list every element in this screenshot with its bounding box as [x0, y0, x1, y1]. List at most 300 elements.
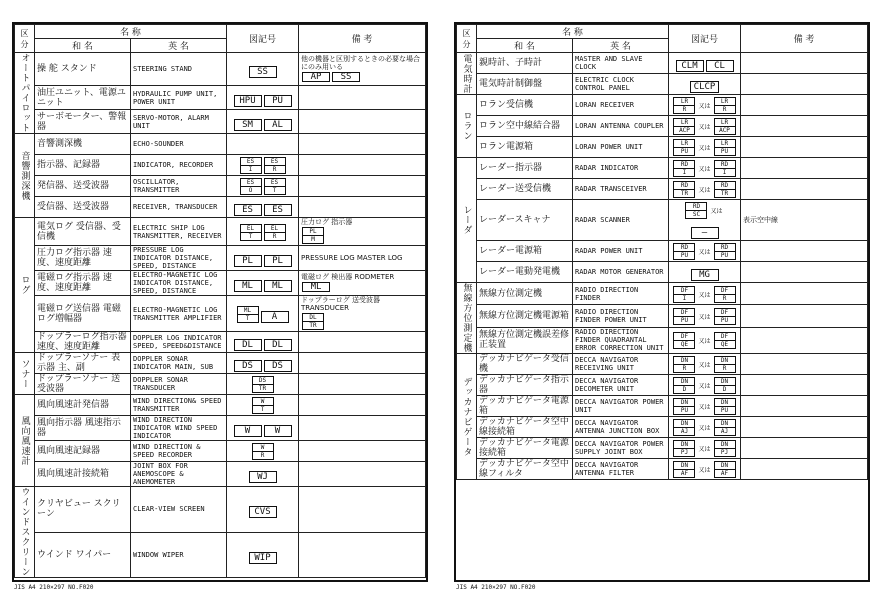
symbol-mark: [673, 308, 695, 325]
symbol-top-text: DN: [715, 462, 735, 470]
table-row: [457, 375, 868, 396]
symbol-bottom-text: PJ: [720, 449, 729, 456]
table-row: [15, 271, 426, 296]
symbol-top-text: DN: [715, 420, 735, 428]
symbol-cell: [227, 218, 299, 246]
right-symbol-table: [456, 24, 868, 480]
note-symbol-mark: SS: [332, 72, 360, 82]
symbol-top-text: DF: [674, 309, 694, 317]
japanese-name-cell: レーダー送受信機: [477, 179, 573, 200]
symbol-mark: [714, 243, 736, 260]
symbol-mark: ML: [234, 280, 262, 292]
symbol-mark: ES: [234, 204, 262, 216]
symbol-cell: [227, 246, 299, 271]
symbol-bottom-text: TR: [309, 322, 317, 329]
symbol-top-text: DF: [715, 309, 735, 317]
note-cell: [741, 116, 868, 137]
symbol-mark: [673, 332, 695, 349]
note-cell: [741, 417, 868, 438]
symbol-top-text: RD: [674, 161, 694, 169]
right-sheet: [454, 22, 870, 582]
symbol-bottom-text: M: [311, 236, 315, 243]
symbol-top-text: DF: [674, 333, 694, 341]
note-cell: [299, 416, 426, 441]
table-row: [457, 354, 868, 375]
japanese-name-cell: デッカナビゲータ電源接続箱: [477, 438, 573, 459]
table-row: [15, 176, 426, 197]
symbol-top-text: DN: [674, 378, 694, 386]
note-cell: [741, 396, 868, 417]
note-cell: [299, 218, 426, 246]
note-cell: [299, 155, 426, 176]
note-cell: [299, 197, 426, 218]
note-cell: [299, 441, 426, 462]
or-label: 又は: [698, 313, 711, 321]
symbol-bottom-text: QE: [720, 341, 729, 349]
header-name: 名 称: [477, 25, 669, 39]
symbol-bottom-text: T: [260, 406, 265, 413]
symbol-mark: HPU: [234, 95, 262, 107]
or-label: 又は: [698, 166, 711, 173]
symbol-top-text: ES: [265, 158, 285, 166]
category-cell: 風向風速計: [15, 395, 35, 487]
symbol-top-text: DN: [715, 357, 735, 365]
symbol-mark: [714, 308, 736, 325]
category-cell: 電気時計: [457, 53, 477, 95]
symbol-cell: [227, 53, 299, 86]
symbol-mark: [714, 377, 736, 394]
symbol-mark: CLM: [676, 60, 704, 72]
table-row: [457, 241, 868, 262]
symbol-mark: [714, 97, 736, 114]
japanese-name-cell: 電磁ログ指示器 速度、速度距離: [35, 271, 131, 296]
symbol-top-text: DL: [303, 314, 323, 322]
english-name-cell: DOPPLER SONAR TRANSDUCER: [131, 374, 227, 395]
table-row: [15, 86, 426, 110]
english-name-cell: RADAR MOTOR GENERATOR: [573, 262, 669, 283]
english-name-cell: DOPPLER LOG INDICATOR SPEED, SPEED&DISTANCE: [131, 332, 227, 353]
japanese-name-cell: 発信器、送受波器: [35, 176, 131, 197]
english-name-cell: RADIO DIRECTION FINDER: [573, 283, 669, 305]
symbol-mark: [714, 160, 736, 177]
or-label: 又は: [698, 124, 711, 131]
symbol-mark: [673, 160, 695, 177]
english-name-cell: RADAR INDICATOR: [573, 158, 669, 179]
symbol-bottom-text: R: [260, 452, 265, 459]
symbol-mark: ES: [264, 204, 292, 216]
japanese-name-cell: レーダー電源箱: [477, 241, 573, 262]
symbol-mark: [714, 181, 736, 198]
or-label: 又は: [710, 208, 723, 215]
symbol-top-text: DN: [674, 441, 694, 449]
note-cell: [299, 110, 426, 134]
symbol-cell: [669, 74, 741, 95]
table-row: [457, 74, 868, 95]
symbol-cell: [669, 137, 741, 158]
table-row: [457, 305, 868, 327]
header-japanese: 和 名: [477, 39, 573, 53]
symbol-cell: [227, 332, 299, 353]
note-cell: [741, 137, 868, 158]
english-name-cell: HYDRAULIC PUMP UNIT, POWER UNIT: [131, 86, 227, 110]
note-cell: [741, 53, 868, 74]
japanese-name-cell: ロラン空中線結合器: [477, 116, 573, 137]
note-symbol-mark: [302, 313, 324, 330]
note-cell: [299, 332, 426, 353]
symbol-cell: [669, 241, 741, 262]
left-table-body: [15, 53, 426, 578]
symbol-mark: WJ: [249, 471, 277, 483]
symbol-top-text: DF: [715, 333, 735, 341]
symbol-cell: [669, 375, 741, 396]
symbol-mark: [714, 139, 736, 156]
symbol-mark: [264, 178, 286, 195]
japanese-name-cell: 油圧ユニット、電源ユニット: [35, 86, 131, 110]
symbol-bottom-text: T: [272, 187, 277, 194]
symbol-bottom-text: PU: [680, 407, 689, 414]
note-cell: [299, 532, 426, 578]
symbol-mark: WIP: [249, 552, 277, 564]
note-cell: [299, 374, 426, 395]
symbol-mark: PL: [264, 255, 292, 267]
symbol-bottom-text: T: [245, 314, 250, 322]
english-name-cell: ELECTRO-MAGNETIC LOG INDICATOR DISTANCE, SPEED, DISTANCE: [131, 271, 227, 296]
header-note: 備 考: [299, 25, 426, 53]
symbol-top-text: LR: [715, 119, 735, 127]
symbol-mark: [714, 461, 736, 478]
table-row: [457, 179, 868, 200]
symbol-cell: [669, 158, 741, 179]
table-row: [457, 53, 868, 74]
japanese-name-cell: 受信器、送受波器: [35, 197, 131, 218]
symbol-cell: [227, 86, 299, 110]
symbol-mark: [673, 286, 695, 303]
symbol-mark: [264, 157, 286, 174]
japanese-name-cell: 圧力ログ指示器 速度、速度距離: [35, 246, 131, 271]
symbol-cell: [227, 374, 299, 395]
symbol-mark: [264, 224, 286, 241]
symbol-mark: [252, 443, 274, 460]
table-row: [15, 155, 426, 176]
symbol-top-text: LR: [715, 98, 735, 106]
symbol-top-text: RD: [715, 244, 735, 252]
symbol-cell: [669, 95, 741, 116]
symbol-bottom-text: ACP: [719, 127, 730, 134]
note-cell: [741, 459, 868, 480]
note-cell: [741, 305, 868, 327]
symbol-cell: [227, 441, 299, 462]
header-note: 備 考: [741, 25, 868, 53]
symbol-top-text: RD: [686, 203, 706, 211]
category-cell: 無線方位測定機: [457, 283, 477, 354]
symbol-mark: DS: [264, 360, 292, 372]
symbol-mark: [673, 181, 695, 198]
table-row: [457, 200, 868, 241]
symbol-bottom-text: AJ: [720, 428, 729, 435]
category-cell: ロラン: [457, 95, 477, 158]
symbol-top-text: LR: [674, 98, 694, 106]
category-cell: オートパイロット: [15, 53, 35, 134]
symbol-cell: [669, 438, 741, 459]
symbol-cell: [227, 395, 299, 416]
table-row: [15, 487, 426, 533]
symbol-mark: [673, 356, 695, 373]
symbol-top-text: LR: [715, 140, 735, 148]
english-name-cell: DECCA NAVIGATOR ANTENNA JUNCTION BOX: [573, 417, 669, 438]
or-label: 又は: [698, 249, 711, 256]
symbol-top-text: DF: [715, 287, 735, 295]
symbol-bottom-text: PJ: [680, 449, 689, 456]
symbol-mark: [673, 419, 695, 436]
symbol-mark: [685, 202, 707, 219]
japanese-name-cell: デッカナビゲータ指示器: [477, 375, 573, 396]
symbol-bottom-text: PU: [720, 407, 729, 414]
english-name-cell: DECCA NAVIGATOR DECOMETER UNIT: [573, 375, 669, 396]
note-symbol-mark: AP: [302, 72, 330, 82]
symbol-cell: [669, 116, 741, 137]
symbol-mark: [714, 398, 736, 415]
note-cell: [299, 53, 426, 86]
table-row: [15, 53, 426, 86]
note-cell: [741, 354, 868, 375]
symbol-top-text: DN: [715, 378, 735, 386]
table-row: [457, 327, 868, 354]
symbol-bottom-text: SC: [692, 211, 701, 218]
english-name-cell: PRESSURE LOG INDICATOR DISTANCE, SPEED, DISTANCE: [131, 246, 227, 271]
table-row: [15, 197, 426, 218]
header-name: 名 称: [35, 25, 227, 39]
or-label: 又は: [698, 467, 711, 474]
note-cell: [741, 74, 868, 95]
note-symbol-mark: ML: [302, 282, 330, 292]
symbol-mark: [714, 286, 736, 303]
note-cell: [741, 95, 868, 116]
english-name-cell: ELECTRIC SHIP LOG TRANSMITTER, RECEIVER: [131, 218, 227, 246]
note-cell: [299, 134, 426, 155]
symbol-mark: [673, 398, 695, 415]
note-cell: [299, 487, 426, 533]
symbol-mark: —: [691, 227, 719, 239]
symbol-bottom-text: I: [248, 166, 253, 173]
or-label: 又は: [698, 383, 711, 390]
japanese-name-cell: デッカナビゲータ受信機: [477, 354, 573, 375]
symbol-mark: [714, 440, 736, 457]
note-symbol-mark: [302, 227, 324, 244]
english-name-cell: ELECTRO-MAGNETIC LOG TRANSMITTER AMPLIFIER: [131, 296, 227, 332]
note-cell: [299, 246, 426, 271]
table-row: [15, 296, 426, 332]
symbol-bottom-text: PU: [680, 316, 689, 324]
symbol-cell: [227, 271, 299, 296]
japanese-name-cell: ロラン受信機: [477, 95, 573, 116]
english-name-cell: RECEIVER, TRANSDUCER: [131, 197, 227, 218]
japanese-name-cell: レーダースキャナ: [477, 200, 573, 241]
symbol-mark: A: [261, 311, 289, 323]
table-row: [457, 283, 868, 305]
symbol-bottom-text: I: [722, 169, 727, 176]
symbol-bottom-text: R: [272, 232, 277, 240]
symbol-top-text: RD: [715, 182, 735, 190]
table-row: [15, 441, 426, 462]
symbol-bottom-text: TR: [680, 190, 689, 197]
symbol-cell: [669, 354, 741, 375]
english-name-cell: DECCA NAVIGATOR POWER UNIT: [573, 396, 669, 417]
header-category: 区分: [15, 25, 35, 53]
japanese-name-cell: 風向風速計接続箱: [35, 462, 131, 487]
symbol-mark: CL: [706, 60, 734, 72]
english-name-cell: RADIO DIRECTION FINDER QUADRANTAL ERROR CORRECTION UNIT: [573, 327, 669, 354]
symbol-mark: W: [234, 425, 262, 437]
or-label: 又は: [698, 291, 711, 299]
english-name-cell: DOPPLER SONAR INDICATOR MAIN, SUB: [131, 353, 227, 374]
japanese-name-cell: デッカナビゲータ電源箱: [477, 396, 573, 417]
symbol-cell: [669, 417, 741, 438]
english-name-cell: WINDOW WIPER: [131, 532, 227, 578]
note-text: 表示空中線: [743, 216, 778, 224]
japanese-name-cell: 風向風速計発信器: [35, 395, 131, 416]
note-cell: [299, 176, 426, 197]
note-cell: [741, 200, 868, 241]
table-row: [457, 438, 868, 459]
symbol-top-text: ES: [265, 179, 285, 187]
category-cell: レーダ: [457, 158, 477, 283]
symbol-cell: [227, 462, 299, 487]
symbol-cell: [669, 283, 741, 305]
note-cell: [741, 158, 868, 179]
english-name-cell: INDICATOR, RECORDER: [131, 155, 227, 176]
symbol-mark: [714, 419, 736, 436]
category-cell: 音響測深機: [15, 134, 35, 218]
table-row: [15, 532, 426, 578]
symbol-mark: [673, 139, 695, 156]
symbol-bottom-text: PU: [680, 148, 689, 155]
symbol-bottom-text: PU: [720, 316, 729, 324]
category-cell: ソナー: [15, 353, 35, 395]
note-text: 圧力ログ 指示器: [301, 218, 353, 226]
english-name-cell: MASTER AND SLAVE CLOCK: [573, 53, 669, 74]
japanese-name-cell: デッカナビゲータ空中線フィルタ: [477, 459, 573, 480]
or-label: 又は: [698, 338, 711, 346]
table-row: [457, 158, 868, 179]
or-label: 又は: [698, 103, 711, 110]
symbol-top-text: DS: [253, 377, 273, 385]
japanese-name-cell: 指示器、記録器: [35, 155, 131, 176]
symbol-top-text: DF: [674, 287, 694, 295]
english-name-cell: DECCA NAVIGATOR RECEIVING UNIT: [573, 354, 669, 375]
japanese-name-cell: ドップラーソナー 表示器 主、副: [35, 353, 131, 374]
symbol-mark: MG: [691, 269, 719, 281]
symbol-cell: [669, 305, 741, 327]
symbol-top-text: ES: [241, 179, 261, 187]
symbol-cell: [669, 327, 741, 354]
symbol-mark: DL: [264, 339, 292, 351]
symbol-bottom-text: PU: [680, 252, 689, 259]
english-name-cell: CLEAR-VIEW SCREEN: [131, 487, 227, 533]
symbol-mark: PL: [234, 255, 262, 267]
symbol-cell: [227, 353, 299, 374]
english-name-cell: ELECTRIC CLOCK CONTROL PANEL: [573, 74, 669, 95]
symbol-mark: [240, 178, 262, 195]
symbol-bottom-text: R: [722, 106, 727, 113]
japanese-name-cell: 無線方位測定機誤差修正装置: [477, 327, 573, 354]
symbol-bottom-text: D: [722, 386, 727, 393]
header-symbol: 図記号: [669, 25, 741, 53]
table-row: [15, 395, 426, 416]
symbol-top-text: LR: [674, 119, 694, 127]
left-footer: JIS A4 210×297 NO.F020: [14, 584, 94, 591]
symbol-cell: [227, 487, 299, 533]
japanese-name-cell: 親時計、子時計: [477, 53, 573, 74]
symbol-top-text: DN: [674, 420, 694, 428]
symbol-bottom-text: QE: [680, 341, 689, 349]
table-row: [15, 462, 426, 487]
symbol-top-text: ML: [238, 307, 258, 315]
english-name-cell: LORAN POWER UNIT: [573, 137, 669, 158]
table-row: [15, 218, 426, 246]
symbol-cell: [227, 110, 299, 134]
table-row: [457, 137, 868, 158]
symbol-bottom-text: R: [682, 106, 687, 113]
note-cell: [741, 375, 868, 396]
symbol-mark: CLCP: [690, 81, 720, 93]
note-cell: [299, 353, 426, 374]
note-cell: [741, 179, 868, 200]
symbol-cell: [227, 134, 299, 155]
note-text: PRESSURE LOG MASTER LOG: [301, 254, 403, 262]
note-cell: [299, 271, 426, 296]
category-cell: ログ: [15, 218, 35, 353]
symbol-top-text: RD: [715, 161, 735, 169]
note-cell: [741, 438, 868, 459]
table-row: [15, 416, 426, 441]
english-name-cell: RADAR POWER UNIT: [573, 241, 669, 262]
symbol-mark: [240, 157, 262, 174]
symbol-bottom-text: I: [682, 294, 687, 302]
symbol-bottom-text: T: [248, 232, 253, 240]
or-label: 又は: [698, 145, 711, 152]
english-name-cell: JOINT BOX FOR ANEMOSCOPE & ANEMOMETER: [131, 462, 227, 487]
note-cell: [299, 462, 426, 487]
symbol-mark: [714, 118, 736, 135]
symbol-cell: [669, 262, 741, 283]
english-name-cell: RADAR SCANNER: [573, 200, 669, 241]
table-row: [15, 332, 426, 353]
left-symbol-table: [14, 24, 426, 578]
or-label: 又は: [698, 362, 711, 369]
symbol-bottom-text: I: [682, 169, 687, 176]
symbol-mark: [673, 97, 695, 114]
table-row: [15, 374, 426, 395]
symbol-mark: [252, 376, 274, 393]
or-label: 又は: [698, 425, 711, 432]
symbol-cell: [669, 396, 741, 417]
symbol-mark: AL: [264, 119, 292, 131]
english-name-cell: RADIO DIRECTION FINDER POWER UNIT: [573, 305, 669, 327]
note-cell: [299, 296, 426, 332]
note-cell: [741, 241, 868, 262]
japanese-name-cell: 無線方位測定機: [477, 283, 573, 305]
symbol-bottom-text: TR: [258, 385, 267, 392]
note-cell: [741, 327, 868, 354]
or-label: 又は: [698, 446, 711, 453]
japanese-name-cell: ドップラーソナー 送受波器: [35, 374, 131, 395]
symbol-mark: ML: [264, 280, 292, 292]
japanese-name-cell: ウインド ワイパー: [35, 532, 131, 578]
table-row: [15, 110, 426, 134]
english-name-cell: SERVO-MOTOR, ALARM UNIT: [131, 110, 227, 134]
japanese-name-cell: 電気ログ 受信器、受信機: [35, 218, 131, 246]
symbol-top-text: EL: [241, 225, 261, 233]
